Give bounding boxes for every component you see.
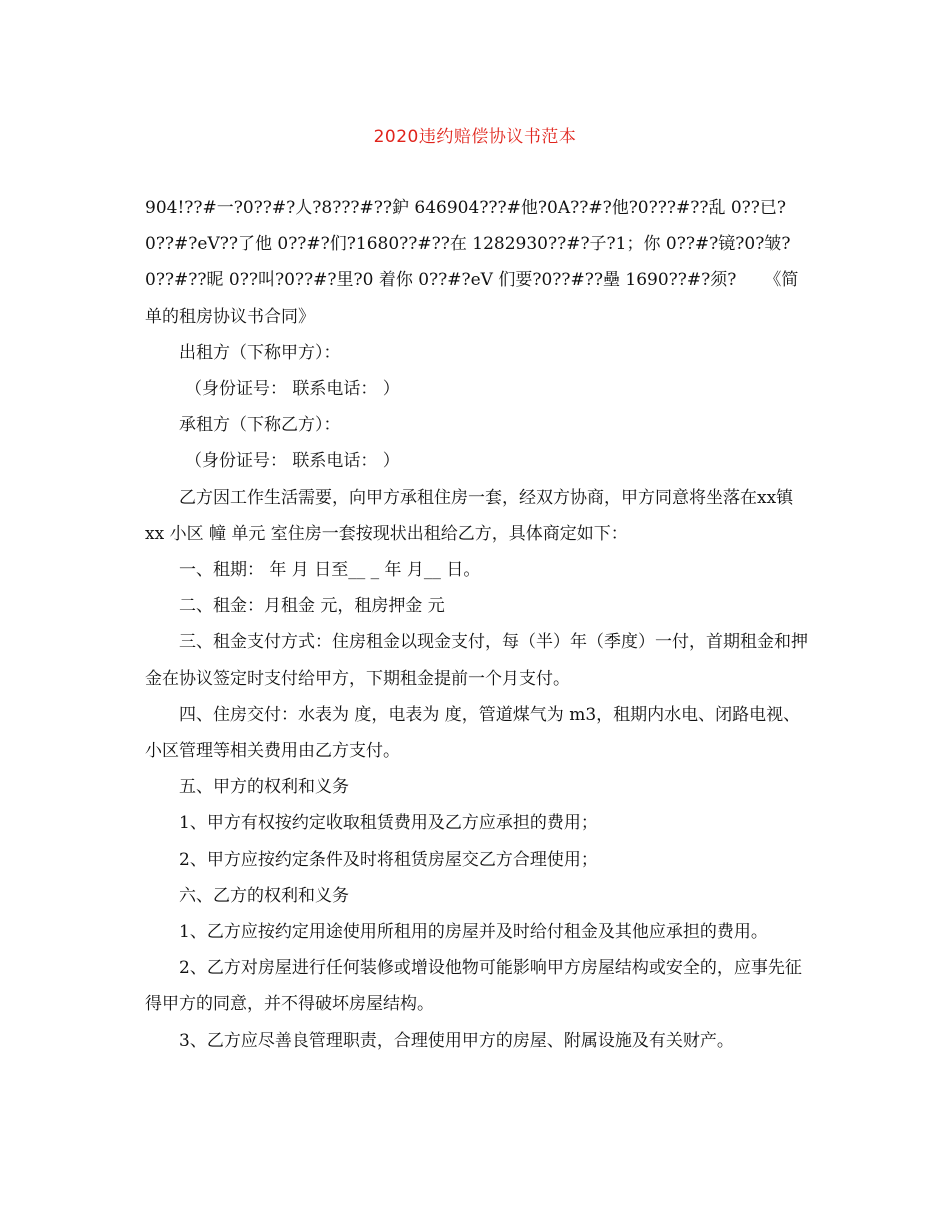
paragraph-lessee-right-3: 3、乙方应尽善良管理职责，合理使用甲方的房屋、附属设施及有关财产。 xyxy=(179,1030,734,1051)
paragraph-lessee-id: （身份证号： 联系电话： ） xyxy=(185,451,400,472)
garbled-paragraph xyxy=(145,190,810,335)
document-title: 2020违约赔偿协议书范本 xyxy=(373,127,577,147)
paragraph-lessor-id: （身份证号： 联系电话： ） xyxy=(185,379,400,400)
paragraph-lessee: 承租方（下称乙方）： xyxy=(179,415,341,436)
paragraph-lessor-right-1: 1、甲方有权按约定收取租赁费用及乙方应承担的费用； xyxy=(179,813,598,834)
paragraph-payment: 三、租金支付方式：住房租金以现金支付，每（半）年（季度）一付，首期租金和押金在协议签定时支付给甲方，下期租金提前一个月支付。 xyxy=(145,632,808,689)
garbled-text: 904!??#一?0??#?人?8???#??鈩 646904???#他?0A??#?他?0???#??乱 0??已?0??#?eV??了他 0??#?们?1680??#??在 1282930??#?子?1；你 0??#?镜?0?皱?0??#??昵 0??叫?0??#?里?0 着你 0??#?eV 们要?0??#??壘 1690??#?须? xyxy=(145,198,791,291)
paragraph-intro: 乙方因工作生活需要，向甲方承租住房一套，经双方协商，甲方同意将坐落在xx镇xx 小区 幢 单元 室住房一套按现状出租给乙方，具体商定如下： xyxy=(145,487,794,544)
paragraph-lessor-right-2: 2、甲方应按约定条件及时将租赁房屋交乙方合理使用； xyxy=(179,849,598,870)
paragraph-lessee-right-2: 2、乙方对房屋进行任何装修或增设他物可能影响甲方房屋结构或安全的，应事先征得甲方的同意，并不得破坏房屋结构。 xyxy=(145,958,802,1015)
heading-lessor-rights: 五、甲方的权利和义务 xyxy=(179,777,349,798)
citation-text: 《简单的租房协议书合同》 xyxy=(145,270,799,327)
paragraph-lessee-right-1: 1、乙方应按约定用途使用所租用的房屋并及时给付租金及其他应承担的费用。 xyxy=(179,922,768,943)
heading-lessee-rights: 六、乙方的权利和义务 xyxy=(179,885,349,906)
paragraph-lessor: 出租方（下称甲方）： xyxy=(179,342,341,363)
document-body xyxy=(145,190,810,1059)
paragraph-term: 一、租期： 年 月 日至__ _ 年 月__ 日。 xyxy=(179,560,481,581)
paragraph-delivery: 四、住房交付：水表为 度，电表为 度，管道煤气为 m3，租期内水电、闭路电视、小区管理等相关费用由乙方支付。 xyxy=(145,704,801,762)
paragraph-rent: 二、租金：月租金 元，租房押金 元 xyxy=(179,596,445,617)
